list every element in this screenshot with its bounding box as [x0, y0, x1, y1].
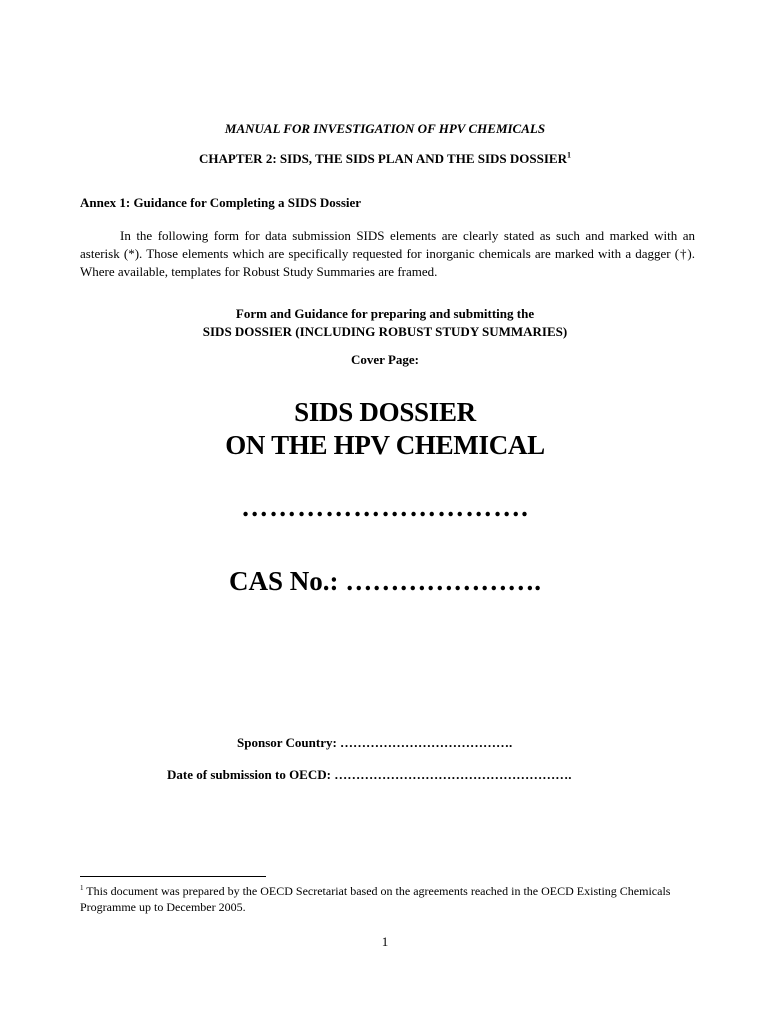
page-number: 1: [381, 934, 389, 949]
submission-date-line: Date of submission to OECD: ……………………………………………….: [167, 767, 572, 782]
cas-number-line: CAS No.: ………………….: [228, 566, 541, 596]
form-guidance-line1: Form and Guidance for preparing and submitting the: [235, 306, 535, 321]
chapter-title: [0, 151, 770, 167]
dossier-title: [0, 396, 770, 462]
form-guidance-line2: SIDS DOSSIER (INCLUDING ROBUST STUDY SUMMARIES): [202, 324, 568, 339]
chapter-footnote-ref: 1: [566, 150, 571, 160]
form-guidance-heading: [0, 305, 770, 341]
cover-page-label: Cover Page:: [351, 352, 419, 367]
dossier-title-line2: ON THE HPV CHEMICAL: [225, 430, 545, 460]
footnote-text: This document was prepared by the OECD Secretariat based on the agreements reached in the OECD Existing Chemicals Programme up to December 2005.: [80, 884, 671, 914]
footnote-divider: [80, 876, 266, 877]
sponsor-country-line: Sponsor Country: ………………………………….: [237, 735, 513, 750]
intro-paragraph-text: In the following form for data submission SIDS elements are clearly stated as such and marked with an asterisk (*). Those elements which are specifically requested for inorganic chemicals are marked with a dagger (†). Where available, templates for Robust Study Summaries are framed.: [80, 228, 695, 279]
footnote-marker: 1: [80, 884, 84, 892]
footnote: [80, 883, 700, 915]
intro-paragraph: [80, 227, 695, 281]
chapter-title-text: CHAPTER 2: SIDS, THE SIDS PLAN AND THE SIDS DOSSIER: [199, 151, 567, 166]
dossier-title-line1: SIDS DOSSIER: [294, 397, 476, 427]
manual-title: MANUAL FOR INVESTIGATION OF HPV CHEMICALS: [224, 121, 546, 136]
annex-heading: Annex 1: Guidance for Completing a SIDS Dossier: [80, 195, 362, 210]
chemical-name-placeholder: ………………………….: [241, 492, 529, 522]
